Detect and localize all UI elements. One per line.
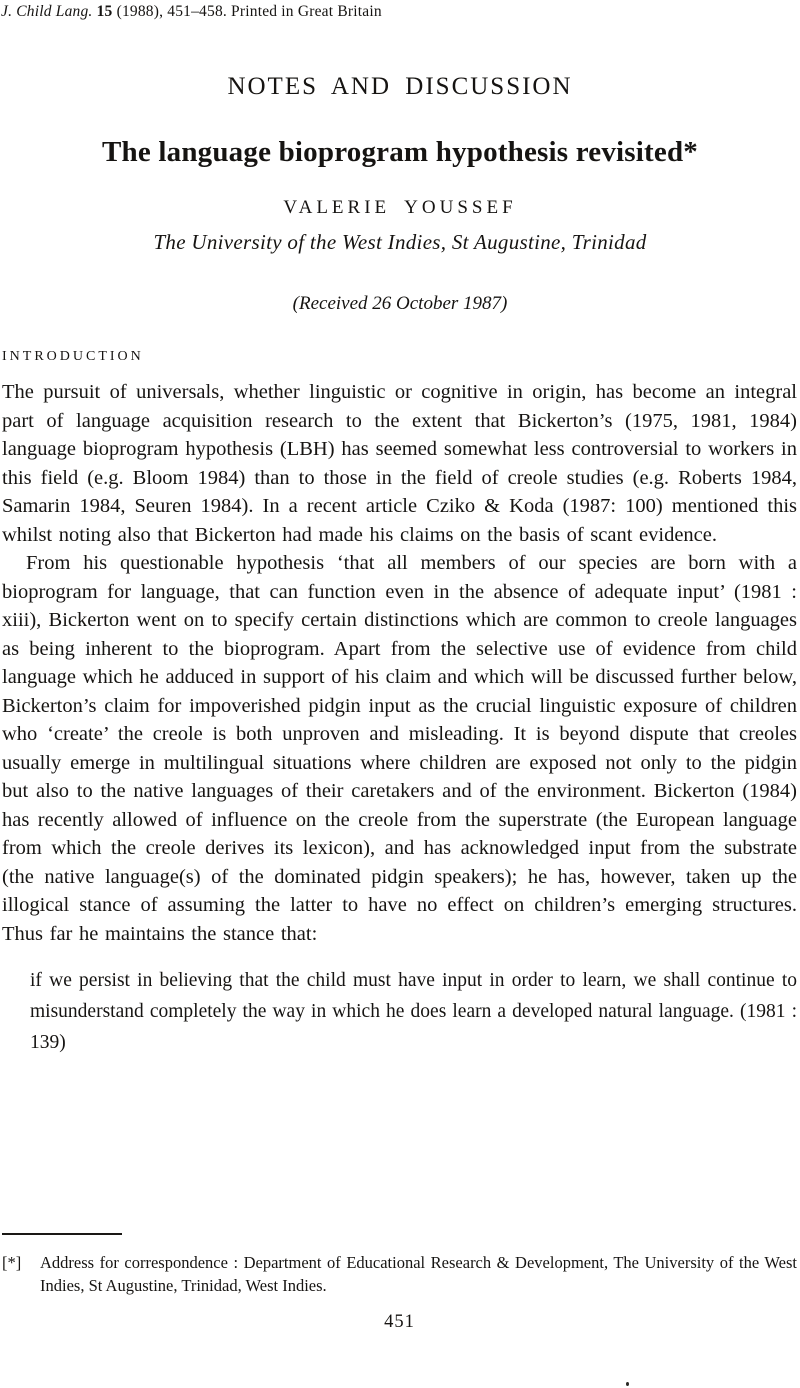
article-title: The language bioprogram hypothesis revisited*	[101, 136, 699, 168]
journal-name: J. Child Lang.	[1, 3, 93, 20]
running-head	[1, 3, 382, 21]
author-name: VALERIE YOUSSEF	[283, 197, 517, 218]
section-heading: NOTES AND DISCUSSION	[227, 73, 573, 100]
page-footer	[2, 1233, 797, 1333]
journal-issue-info: (1988), 451–458. Printed in Great Britain	[116, 3, 382, 20]
footnote-divider	[2, 1233, 122, 1235]
article-body	[2, 378, 797, 1058]
block-quote: if we persist in believing that the child must have input in order to learn, we shall continue to misunderstand completely the way in which he does learn a developed natural language. (1981 : 139)	[30, 970, 797, 1053]
paragraph: From his questionable hypothesis ‘that all members of our species are born with a bioprogram for language, that can function even in the absence of adequate input’ (1981 : xiii), Bickerton went on to specify certain distinctions which are common to creole languages as being inherent to the bioprogram. Apart from the selective use of evidence from child language which he adduced in support of his claim and which will be discussed further below, Bickerton’s claim for impoverished pidgin input as the crucial linguistic exposure of children who ‘create’ the creole is both unproven and misleading. It is beyond dispute that creoles usually emerge in multilingual situations where children are exposed not only to the pidgin but also to the native languages of their caretakers and of the environment. Bickerton (1984) has recently allowed of influence on the creole from the superstrate (the European language from which the creole derives its lexicon), and has acknowledged input from the substrate (the native language(s) of the dominated pidgin speakers); he has, however, taken up the illogical stance of assuming the latter to have no effect on children’s emerging structures. Thus far he maintains the stance that:	[2, 552, 797, 945]
scan-artifact-dot	[626, 1382, 629, 1386]
received-date: (Received 26 October 1987)	[292, 293, 508, 314]
footnote	[2, 1251, 797, 1297]
author-affiliation: The University of the West Indies, St Augustine, Trinidad	[153, 230, 647, 254]
page-number: 451	[384, 1312, 415, 1332]
footnote-marker: [*]	[2, 1253, 22, 1272]
footnote-text: Address for correspondence : Department of Educational Research & Development, The University of the West Indies, St Augustine, Trinidad, West Indies.	[40, 1253, 797, 1295]
introduction-heading: INTRODUCTION	[2, 349, 144, 364]
paragraph: The pursuit of universals, whether linguistic or cognitive in origin, has become an integral part of language acquisition research to the extent that Bickerton’s (1975, 1981, 1984) language bioprogram hypothesis (LBH) has seemed somewhat less controversial to workers in this field (e.g. Bloom 1984) than to those in the field of creole studies (e.g. Roberts 1984, Samarin 1984, Seuren 1984). In a recent article Cziko & Koda (1987: 100) mentioned this whilst noting also that Bickerton had made his claims on the basis of scant evidence.	[2, 381, 797, 546]
journal-volume: 15	[96, 3, 113, 20]
